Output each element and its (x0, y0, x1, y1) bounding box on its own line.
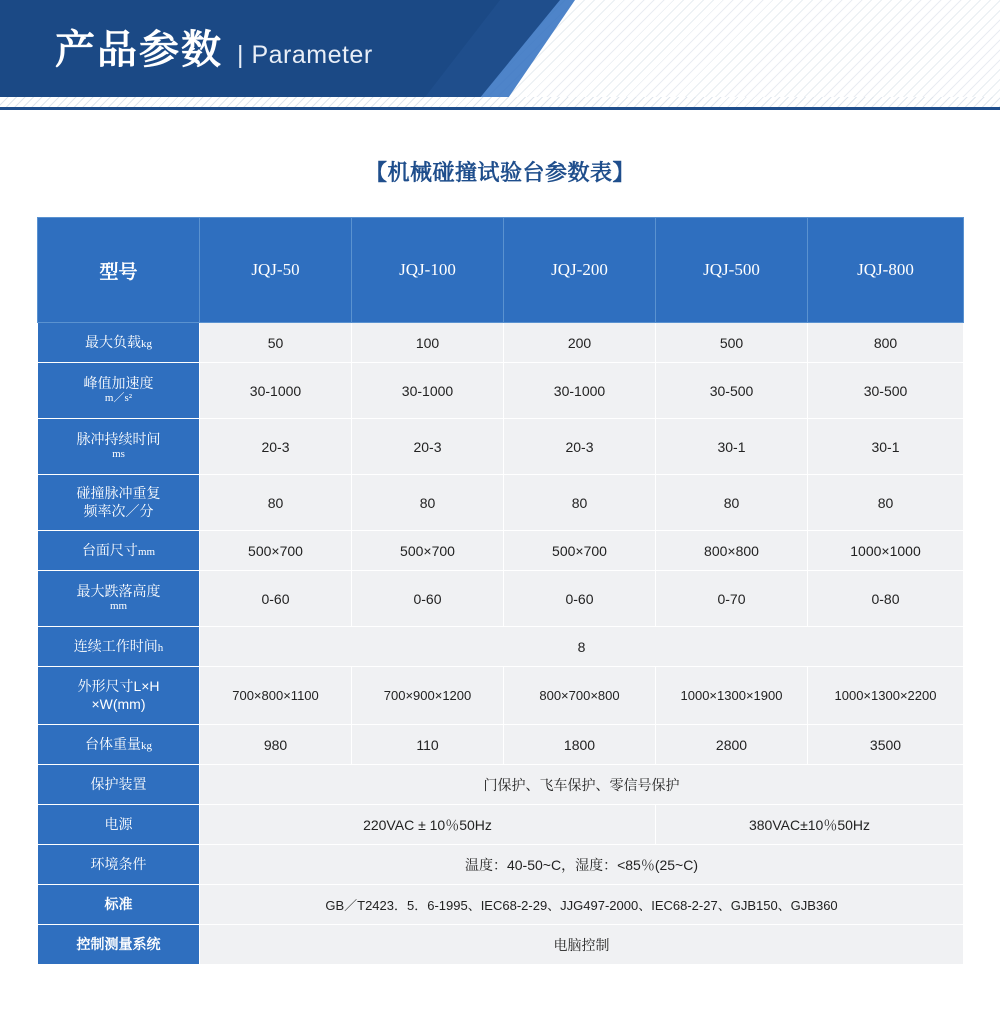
row-label-text: 峰值加速度 (83, 374, 154, 391)
spec-table-wrapper (37, 217, 963, 965)
row-label-unit: h (157, 641, 164, 654)
table-cell: 1000×1300×2200 (808, 667, 964, 725)
row-label: 保护装置 (38, 765, 200, 805)
table-cell-merged: 8 (200, 627, 964, 667)
table-row (38, 531, 964, 571)
table-cell: 30-1 (656, 419, 808, 475)
table-row (38, 765, 964, 805)
table-cell: 800×800 (656, 531, 808, 571)
table-row (38, 925, 964, 965)
table-cell: 80 (656, 475, 808, 531)
table-cell: 0-70 (656, 571, 808, 627)
table-cell: 1000×1000 (808, 531, 964, 571)
table-cell: 0-60 (504, 571, 656, 627)
header-cell-model-3: JQJ-200 (504, 218, 656, 323)
table-cell-merged: 380VAC±10％50Hz (656, 805, 964, 845)
row-label-unit: ms (112, 448, 125, 461)
table-cell: 80 (352, 475, 504, 531)
table-cell: 20-3 (352, 419, 504, 475)
header-cell-model: 型号 (38, 218, 200, 323)
banner-bottom-rule (0, 107, 1000, 110)
row-label-text: 外形尺寸L×H (77, 678, 160, 694)
table-row (38, 805, 964, 845)
table-cell: 0-60 (200, 571, 352, 627)
table-cell: 30-1000 (200, 363, 352, 419)
header-cell-model-5: JQJ-800 (808, 218, 964, 323)
row-label: 环境条件 (38, 845, 200, 885)
row-label-unit: m／s² (104, 392, 133, 405)
table-cell: 3500 (808, 725, 964, 765)
table-cell: 0-80 (808, 571, 964, 627)
table-cell: 80 (200, 475, 352, 531)
table-cell: 500 (656, 323, 808, 363)
table-cell: 20-3 (504, 419, 656, 475)
table-cell: 80 (808, 475, 964, 531)
table-cell: 80 (504, 475, 656, 531)
row-label-sub: ×W(mm) (91, 695, 146, 712)
row-label: 标准 (38, 885, 200, 925)
row-label-text: 台体重量 (85, 735, 141, 752)
table-row (38, 419, 964, 475)
table-row (38, 475, 964, 531)
table-row (38, 725, 964, 765)
spec-table (37, 217, 964, 965)
table-cell: 1800 (504, 725, 656, 765)
row-label (38, 531, 200, 571)
row-label (38, 725, 200, 765)
row-label (38, 667, 200, 725)
table-cell-merged: 电脑控制 (200, 925, 964, 965)
row-label (38, 363, 200, 419)
table-cell-merged: 门保护、飞车保护、零信号保护 (200, 765, 964, 805)
row-label-unit: kg (141, 337, 152, 350)
row-label-unit: mm (109, 600, 128, 613)
table-cell-merged: 温度：40-50~C，湿度：<85％(25~C) (200, 845, 964, 885)
row-label-text: 最大跌落高度 (76, 582, 161, 599)
row-label (38, 627, 200, 667)
table-cell: 700×900×1200 (352, 667, 504, 725)
table-cell: 110 (352, 725, 504, 765)
table-row (38, 571, 964, 627)
row-label: 电源 (38, 805, 200, 845)
row-label (38, 475, 200, 531)
table-cell: 30-1000 (352, 363, 504, 419)
table-row (38, 363, 964, 419)
table-cell: 500×700 (352, 531, 504, 571)
row-label-unit: kg (141, 739, 152, 752)
header-cell-model-1: JQJ-50 (200, 218, 352, 323)
row-label-text: 脉冲持续时间 (76, 430, 161, 447)
table-cell: 0-60 (352, 571, 504, 627)
table-header-row (38, 218, 964, 323)
row-label-sub: 频率次／分 (83, 502, 154, 519)
row-label (38, 571, 200, 627)
row-label-unit: mm (137, 545, 156, 558)
header-cell-model-4: JQJ-500 (656, 218, 808, 323)
table-cell: 30-500 (808, 363, 964, 419)
table-cell: 30-500 (656, 363, 808, 419)
table-title: 【机械碰撞试验台参数表】 (364, 160, 635, 185)
table-cell: 500×700 (200, 531, 352, 571)
page-banner (0, 0, 1000, 110)
row-label-text: 连续工作时间 (73, 637, 158, 654)
table-cell: 30-1 (808, 419, 964, 475)
banner-title-cn: 产品参数 (55, 28, 223, 72)
table-cell-merged: GB／T2423．5．6-1995、IEC68-2-29、JJG497-2000、IEC68-2-27、GJB150、GJB360 (200, 885, 964, 925)
row-label (38, 419, 200, 475)
row-label (38, 323, 200, 363)
table-cell: 800×700×800 (504, 667, 656, 725)
table-cell: 800 (808, 323, 964, 363)
table-row (38, 667, 964, 725)
table-cell: 980 (200, 725, 352, 765)
row-label-text: 台面尺寸 (81, 541, 138, 558)
table-row (38, 323, 964, 363)
table-row (38, 627, 964, 667)
table-cell: 2800 (656, 725, 808, 765)
banner-underline-pattern (0, 97, 1000, 107)
row-label: 控制测量系统 (38, 925, 200, 965)
table-cell-merged: 220VAC ± 10％50Hz (200, 805, 656, 845)
table-cell: 700×800×1100 (200, 667, 352, 725)
row-label-text: 碰撞脉冲重复 (76, 485, 161, 501)
table-cell: 200 (504, 323, 656, 363)
table-cell: 1000×1300×1900 (656, 667, 808, 725)
table-cell: 20-3 (200, 419, 352, 475)
header-cell-model-2: JQJ-100 (352, 218, 504, 323)
table-cell: 500×700 (504, 531, 656, 571)
banner-heading (55, 30, 373, 70)
table-row (38, 885, 964, 925)
table-cell: 100 (352, 323, 504, 363)
row-label-text: 最大负载 (85, 333, 141, 350)
table-cell: 50 (200, 323, 352, 363)
table-row (38, 845, 964, 885)
table-cell: 30-1000 (504, 363, 656, 419)
banner-title-en: | Parameter (237, 41, 373, 69)
